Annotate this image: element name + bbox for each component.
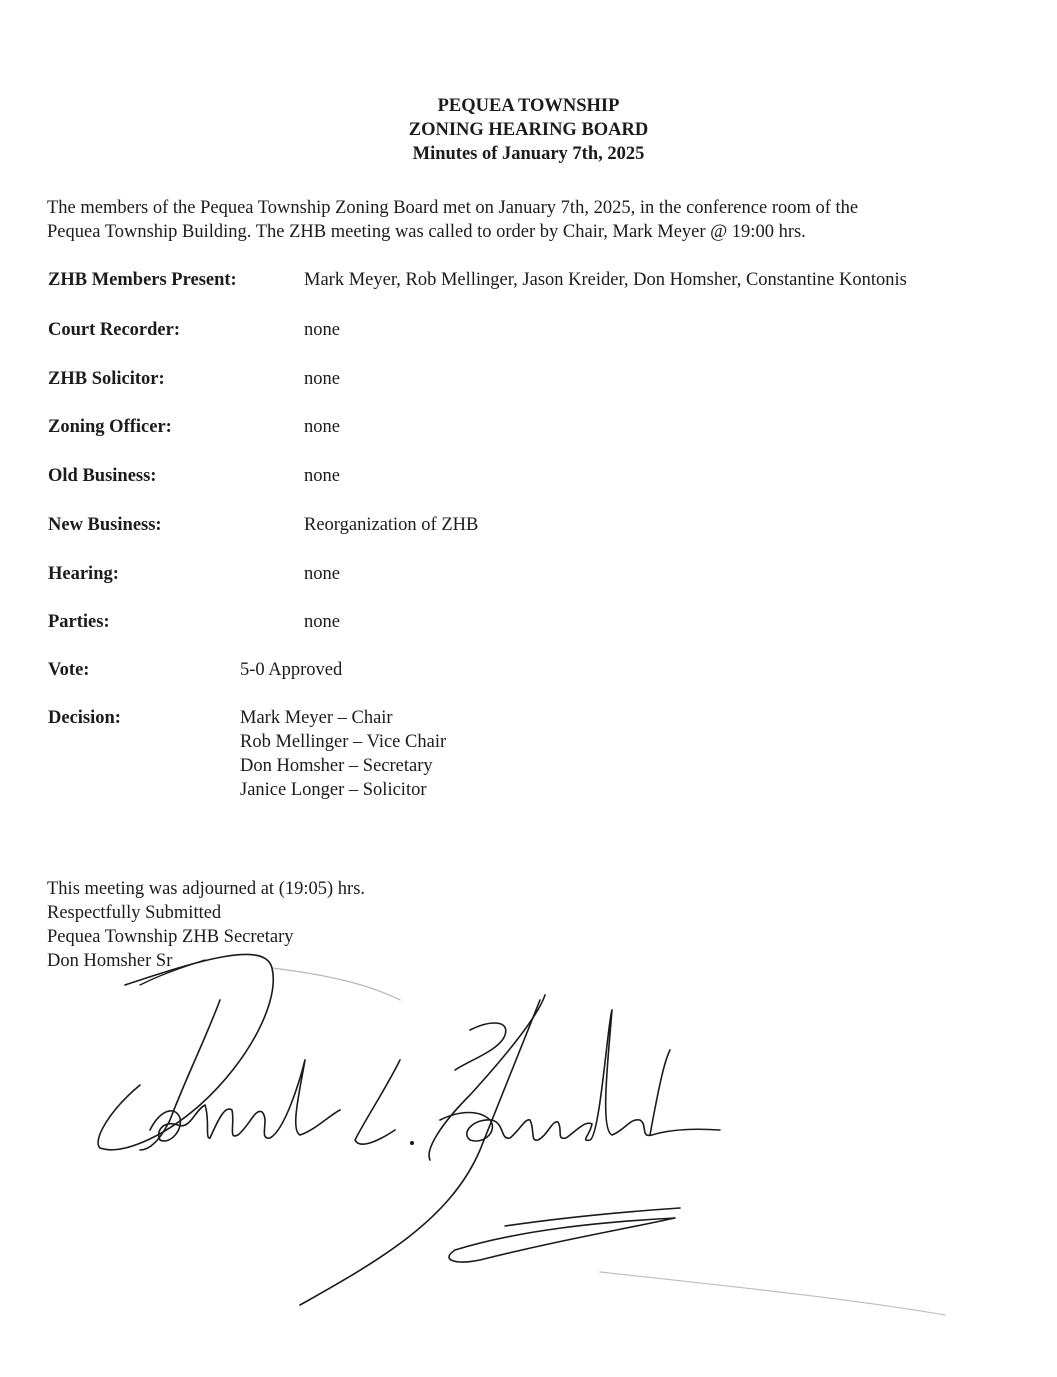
adjourned-line: This meeting was adjourned at (19:05) hrs. [47,879,366,899]
field-label: ZHB Members Present: [48,270,237,290]
field-label: Parties: [48,612,110,632]
field-label: Vote: [48,660,90,680]
intro-line-1: The members of the Pequea Township Zoning Board met on January 7th, 2025, in the conference room of the [47,198,859,218]
township-title: PEQUEA TOWNSHIP [437,96,620,116]
field-value: none [304,369,340,389]
decision-item: Mark Meyer – Chair [240,708,393,728]
closing-block [47,877,365,973]
field-value: none [304,612,340,632]
decision-item: Don Homsher – Secretary [240,756,433,776]
field-value: none [304,320,340,340]
field-label: Hearing: [48,564,119,584]
field-value: Mark Meyer, Rob Mellinger, Jason Kreider, Don Homsher, Constantine Kontonis [304,270,907,290]
decision-item: Rob Mellinger – Vice Chair [240,732,447,752]
field-label: Old Business: [48,466,157,486]
intro-line-2: Pequea Township Building. The ZHB meeting was called to order by Chair, Mark Meyer @ 19:00 hrs. [47,222,806,242]
decision-item: Janice Longer – Solicitor [240,780,427,800]
field-label: Decision: [48,708,121,728]
intro-paragraph [47,196,1027,244]
submitted-line: Respectfully Submitted [47,903,222,923]
secretary-title-line: Pequea Township ZHB Secretary [47,927,294,947]
field-value: Reorganization of ZHB [304,515,479,535]
minutes-date-title: Minutes of January 7th, 2025 [412,144,645,164]
field-value: 5-0 Approved [240,660,343,680]
field-label: Zoning Officer: [48,417,172,437]
document-header [0,94,1057,166]
field-value: none [304,417,340,437]
field-value: none [304,564,340,584]
field-label: ZHB Solicitor: [48,369,165,389]
board-title: ZONING HEARING BOARD [408,120,649,140]
field-label: Court Recorder: [48,320,181,340]
decision-list [240,706,446,802]
field-label: New Business: [48,515,162,535]
secretary-name-line: Don Homsher Sr [47,951,173,971]
field-value: none [304,466,340,486]
